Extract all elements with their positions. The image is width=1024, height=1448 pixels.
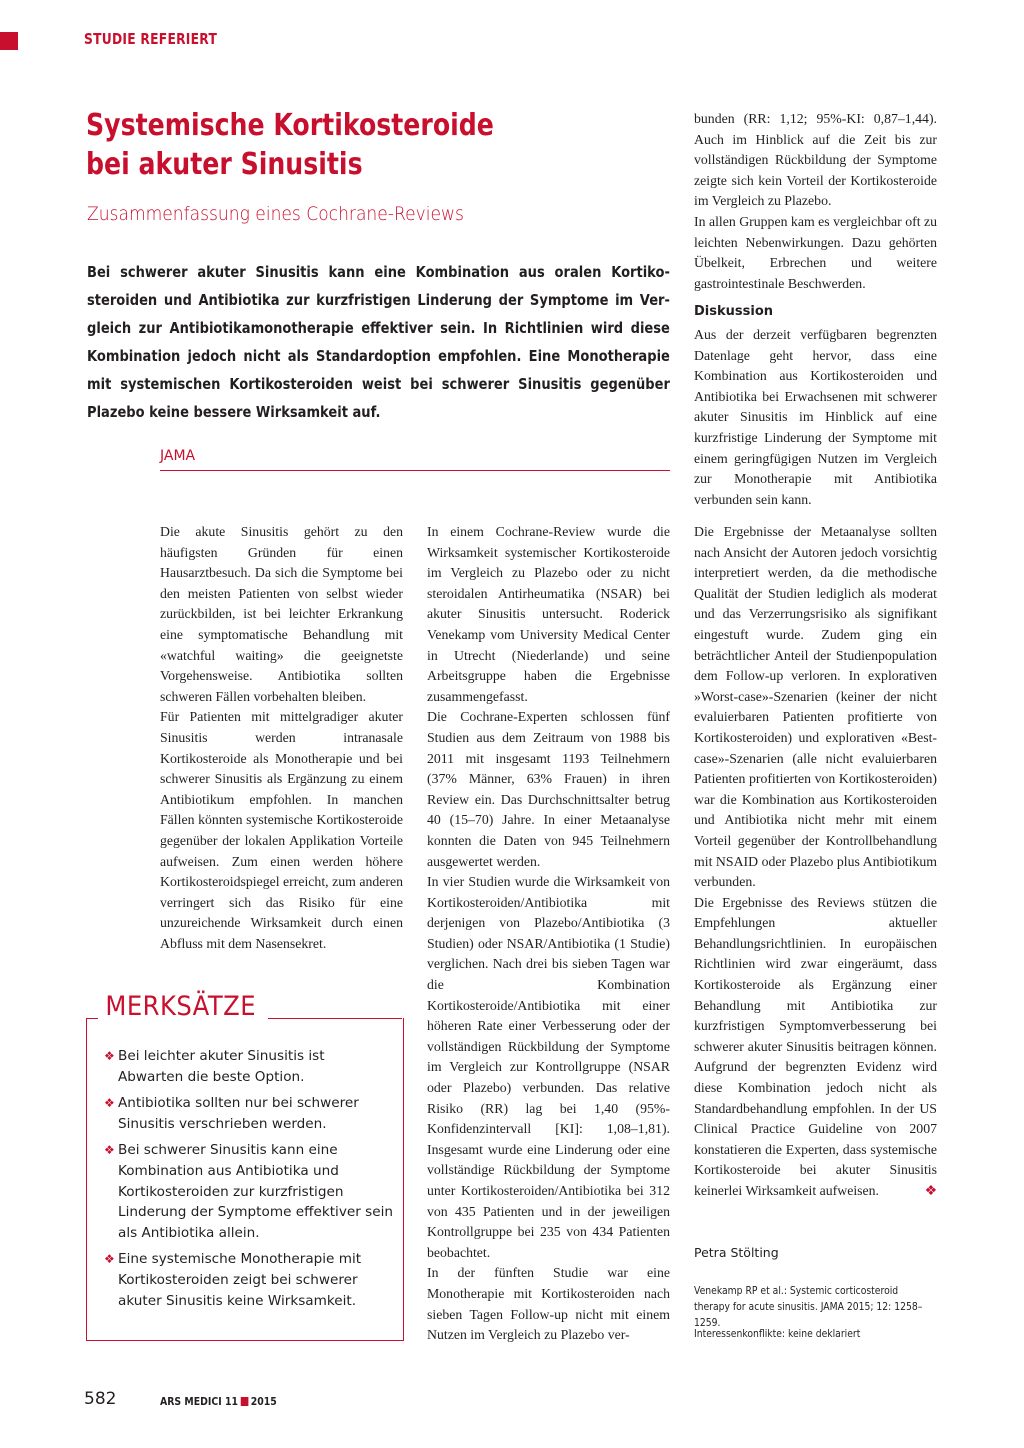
- diamond-bullet-icon: ❖: [104, 1049, 115, 1063]
- list-item-text: Bei schwerer Sinusitis kann eine Kombination aus Antibiotika und Kortikosteroiden zur kurzfristigen Linderung der Symptome effektiver sein als Antibiotika allein.: [118, 1142, 393, 1241]
- lead-paragraph: [87, 258, 670, 426]
- end-mark-icon: ❖: [924, 1183, 937, 1198]
- discussion-heading: Diskussion: [694, 304, 774, 320]
- square-separator-icon: [241, 1397, 249, 1406]
- paragraph: In allen Gruppen kam es vergleichbar oft zu leichten Nebenwirkungen. Dazu gehörten Übelkeit, Erbrechen und weitere gastrointestinale Beschwerden.: [694, 213, 938, 291]
- conflict-statement: Interessenkonflikte: keine deklariert: [694, 1328, 861, 1340]
- section-label: STUDIE REFERIERT: [84, 30, 218, 48]
- article-title: [86, 106, 523, 184]
- list-item: [104, 1140, 394, 1243]
- paragraph: [694, 893, 937, 1202]
- list-item: [104, 1249, 394, 1311]
- body-column-3-bottom: [694, 522, 937, 1202]
- divider: [160, 470, 670, 471]
- author-name: Petra Stölting: [694, 1245, 779, 1260]
- lead-line: Plazebo keine bessere Wirksamkeit auf.: [87, 403, 381, 421]
- paragraph: In vier Studien wurde die Wirksamkeit von Kortikosteroiden/Antibiotika mit derjenigen von Plazebo/Antibiotika (3 Studien) oder NSAR/Antibiotika (1 Studie) verglichen. Nach drei bis sieben Tagen war die Kombination Kortikosteroide/Antibiotika mit einer höheren Rate einer Verbesserung oder der vollständigen Rückbildung der Symptome im Vergleich zur Kontrollgruppe (NSAR oder Plazebo) verbunden. Das relative Risiko (RR) lag bei 1,40 (95%-Konfidenzintervall [KI]: 1,08–1,81). Insgesamt wurde eine Linderung oder eine vollständige Rückbildung der Symptome unter Kortikosteroiden/Antibiotika bei 312 von 435 Patienten und in der jeweiligen Kontrollgruppe bei 235 von 434 Patienten beobachtet.: [427, 874, 670, 1260]
- list-item-text: Bei leichter akuter Sinusitis ist Abwarten die beste Option.: [118, 1048, 325, 1085]
- box-top-rule: [86, 1018, 98, 1019]
- box-top-rule: [268, 1018, 402, 1019]
- list-item-text: Antibiotika sollten nur bei schwerer Sinusitis verschrieben werden.: [118, 1095, 359, 1132]
- paragraph: Die Cochrane-Experten schlossen fünf Studien aus dem Zeitraum von 1988 bis 2011 mit insgesamt 1193 Teilnehmern (37% Männer, 63% Frauen) in ihren Review ein. Das Durchschnittsalter betrug 40 (15–70) Jahre. In einer Metaanalyse konnten die Daten von 945 Teilnehmern ausgewertet werden.: [427, 709, 670, 869]
- lead-line: gleich zur Antibiotikamonotherapie effektiver sein. In Richtlinien wird diese: [87, 319, 670, 337]
- lead-line: steroiden und Antibiotika zur kurzfristigen Linderung der Symptome im Ver-: [87, 291, 670, 309]
- title-line: Systemische Kortikosteroide: [86, 108, 494, 143]
- article-subtitle: Zusammenfassung eines Cochrane-Reviews: [87, 203, 464, 225]
- reference: Venekamp RP et al.: Systemic corticosteroid therapy for acute sinusitis. JAMA 2015; 12: 1258–1259.: [694, 1285, 923, 1329]
- lead-line: Bei schwerer akuter Sinusitis kann eine Kombination aus oralen Kortiko-: [87, 263, 670, 281]
- lead-line: mit systemischen Kortikosteroiden weist bei schwerer Sinusitis gegenüber: [87, 375, 670, 393]
- body-column-3-top: [694, 109, 937, 510]
- diamond-bullet-icon: ❖: [104, 1252, 115, 1267]
- source-label: JAMA: [160, 448, 196, 464]
- list-item-text: Eine systemische Monotherapie mit Kortikosteroiden zeigt bei schwerer akuter Sinusitis keine Wirksamkeit.: [118, 1251, 362, 1309]
- body-column-1: [160, 522, 403, 954]
- paragraph: Die Ergebnisse der Metaanalyse sollten nach Ansicht der Autoren jedoch vorsichtig interpretiert werden, da die methodische Qualität der Studien lediglich als moderat und das Verzerrungsrisiko als signifikant eingestuft wurde. Zudem ging ein beträchtlicher Anteil der Studienpopulation dem Follow-up verloren. In explorativen »Worst-case»-Szenarien (keiner der nicht evaluierbaren Patienten profitierte von Kortikosteroiden) und explorativen «Best-case»-Szenarien (alle nicht evaluierbaren Patienten profitierten von Kortikosteroiden) war die Kombination aus Kortikosteroiden und Antibiotika nicht mehr mit einem Vorteil gegenüber der Kontrollbehandlung mit NSAID oder Plazebo plus Antibiotikum verbunden.: [694, 524, 937, 890]
- diamond-bullet-icon: ❖: [104, 1096, 115, 1111]
- merksaetze-title: MERKSÄTZE: [100, 991, 261, 1022]
- list-item: [104, 1046, 394, 1087]
- paragraph: In einem Cochrane-Review wurde die Wirksamkeit systemischer Kortikosteroide im Vergleich zu Plazebo oder zu nicht steroidalen Antirheumatika (NSAR) bei akuter Sinusitis untersucht. Roderick Venekamp vom University Medical Center in Utrecht (Niederlande) und seine Arbeitsgruppe haben die Ergebnisse zusammengefasst.: [427, 524, 670, 704]
- lead-line: Kombination jedoch nicht als Standardoption empfohlen. Eine Monotherapie: [87, 347, 670, 365]
- paragraph: bunden (RR: 1,12; 95%-KI: 0,87–1,44). Auch im Hinblick auf die Zeit bis zur vollständigen Rückbildung der Symptome zeigte sich kein Vorteil der Kortikosteroide im Vergleich zu Plazebo.: [694, 111, 937, 209]
- section-marker: [0, 32, 18, 50]
- journal-name: ARS MEDICI 11: [160, 1395, 238, 1408]
- page-number: 582: [84, 1389, 117, 1409]
- merksaetze-list: [104, 1046, 394, 1317]
- title-line: bei akuter Sinusitis: [86, 147, 363, 182]
- paragraph: Aus der derzeit verfügbaren begrenzten Datenlage geht hervor, dass eine Kombination aus Kortikosteroiden und Antibiotika bei Erwachsenen mit schwerer akuter Sinusitis im Hinblick auf eine kurzfristige Linderung der Symptome mit einem geringfügigen Nutzen im Vergleich zur Monotherapie mit Antibiotika verbunden sein kann.: [694, 326, 937, 507]
- paragraph: Die akute Sinusitis gehört zu den häufigsten Gründen für einen Hausarztbesuch. Da sich die Symptome bei den meisten Patienten von selbst wieder zurückbilden, ist bei leichter Erkrankung eine symptomatische Behandlung mit «watchful waiting» die geeignetste Vorgehensweise. Antibiotika sollten schweren Fällen vorbehalten bleiben.: [160, 524, 403, 704]
- paragraph-text: Die Ergebnisse des Reviews stützen die Empfehlungen aktueller Behandlungsrichtlinien. In europäischen Richtlinien wird zwar eingeräumt, dass Kortikosteroide als Ergänzung einer Behandlung mit Antibiotika zur kurzfristigen Symptomverbesserung bei schwerer akuter Sinusitis beitragen können. Aufgrund der begrenzten Evidenz wird diese Kombination jedoch nicht als Standardbehandlung empfohlen. In der US Clinical Practice Guideline von 2007 konstatieren die Experten, dass systemische Kortikosteroide bei akuter Sinusitis keinerlei Wirksamkeit aufweisen.: [694, 894, 937, 1198]
- paragraph: Für Patienten mit mittelgradiger akuter Sinusitis werden intranasale Kortikosteroide als Monotherapie und bei schwerer Sinusitis als Ergänzung zu einem Antibiotikum empfohlen. In manchen Fällen könnten systemische Kortikosteroide gegenüber der lokalen Applikation Vorteile aufweisen. Zum einen werden höhere Kortikosteroidspiegel erreicht, zum anderen verringert sich das Risiko für eine unzureichende Wirksamkeit durch einen Abfluss mit dem Nasensekret.: [160, 709, 403, 951]
- journal-year: 2015: [250, 1395, 277, 1408]
- body-column-2: [427, 522, 670, 1346]
- paragraph: In der fünften Studie war eine Monotherapie mit Kortikosteroiden nach sieben Tagen Follow-up nicht mit einem Nutzen im Vergleich zu Plazebo ver-: [427, 1265, 670, 1343]
- journal-info: [160, 1395, 277, 1408]
- list-item: [104, 1093, 394, 1134]
- diamond-bullet-icon: ❖: [104, 1143, 115, 1158]
